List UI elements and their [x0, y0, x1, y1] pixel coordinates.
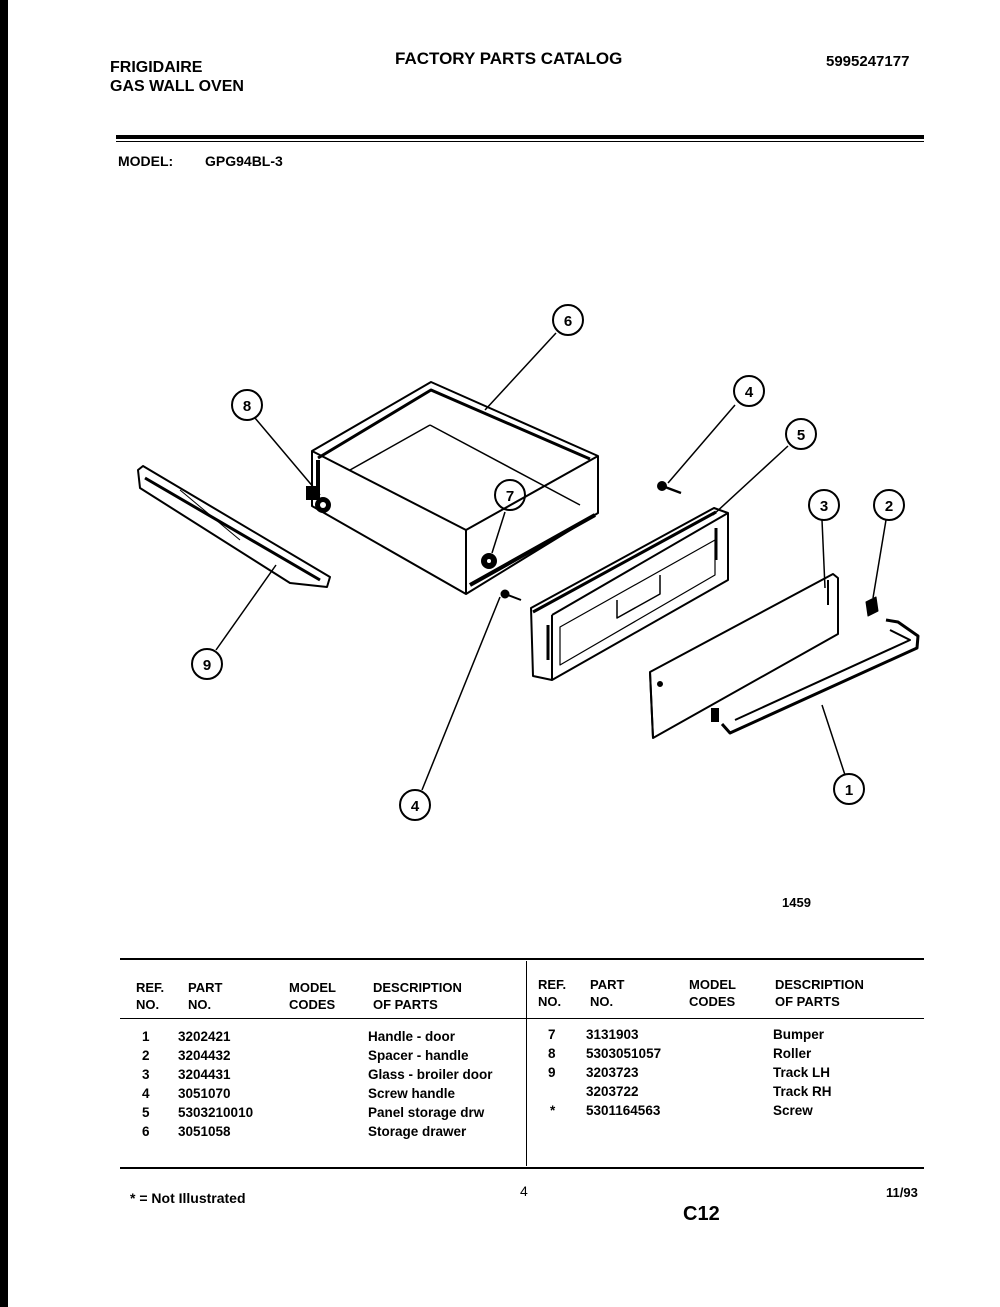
figure-number: 1459: [782, 895, 811, 910]
callout-8: 8: [242, 398, 252, 415]
header-desc-left: DESCRIPTION OF PARTS: [373, 980, 462, 1012]
product-name: GAS WALL OVEN: [110, 78, 244, 95]
ref-cell: 3: [142, 1067, 150, 1082]
header-ref-right: REF. NO.: [538, 977, 567, 1009]
model-value: GPG94BL-3: [205, 153, 283, 169]
ref-cell: 4: [142, 1086, 150, 1101]
header-part-right: PART NO.: [590, 977, 625, 1009]
glass-drawing: [650, 574, 838, 738]
ref-cell: 9: [548, 1065, 556, 1080]
bumper-drawing: [482, 554, 496, 568]
header-model-right: MODEL CODES: [689, 977, 736, 1009]
table-divider: [526, 961, 527, 1166]
part-cell: 3051070: [178, 1086, 231, 1101]
part-cell: 3131903: [586, 1027, 639, 1042]
desc-cell: Storage drawer: [368, 1124, 467, 1139]
desc-cell: Screw handle: [368, 1086, 456, 1101]
part-cell: 3204431: [178, 1067, 231, 1082]
part-cell: 3051058: [178, 1124, 231, 1139]
part-cell: 3202421: [178, 1029, 231, 1044]
table-top-rule: [120, 958, 924, 960]
callout-1: 1: [844, 782, 854, 799]
storage-drawer-drawing: [312, 382, 598, 594]
leader-lines: [216, 333, 886, 790]
page-number: 4: [520, 1183, 528, 1199]
header-part-left: PART NO.: [188, 980, 223, 1012]
table-header-rule: [120, 1018, 924, 1019]
callout-6-top: 6: [563, 313, 573, 330]
model-label: MODEL:: [118, 153, 174, 169]
brand-name: FRIGIDAIRE: [110, 59, 203, 76]
callout-4-top: 4: [744, 384, 754, 401]
header-ref-left: REF. NO.: [136, 980, 165, 1012]
desc-cell: Bumper: [773, 1027, 825, 1042]
spacer-drawing: [866, 597, 878, 616]
desc-cell: Screw: [773, 1103, 813, 1118]
callout-4-bottom: 4: [410, 798, 420, 815]
part-cell: 5303051057: [586, 1046, 662, 1061]
header-model-left: MODEL CODES: [289, 980, 336, 1012]
catalog-number: 5995247177: [826, 53, 910, 70]
callout-7: 7: [505, 488, 515, 505]
callout-circles: [192, 305, 904, 820]
track-drawing: [138, 466, 330, 587]
footnote-not-illustrated: * = Not Illustrated: [130, 1190, 246, 1206]
ref-cell: 1: [142, 1029, 150, 1044]
desc-cell: Track LH: [773, 1065, 831, 1080]
callout-3: 3: [819, 498, 829, 515]
ref-cell: *: [550, 1103, 556, 1118]
catalog-title: FACTORY PARTS CATALOG: [395, 49, 623, 68]
callout-2: 2: [884, 498, 894, 515]
callout-9: 9: [202, 657, 212, 674]
part-cell: 5301164563: [586, 1103, 661, 1118]
part-cell: 5303210010: [178, 1105, 254, 1120]
desc-cell: Handle - door: [368, 1029, 455, 1044]
part-cell: 3203722: [586, 1084, 639, 1099]
ref-cell: 6: [142, 1124, 150, 1139]
callout-5: 5: [796, 427, 806, 444]
desc-cell: Panel storage drw: [368, 1105, 485, 1120]
handle-drawing: [711, 620, 918, 733]
desc-cell: Roller: [773, 1046, 812, 1061]
ref-cell: 2: [142, 1048, 150, 1063]
part-cell: 3204432: [178, 1048, 231, 1063]
ref-cell: 7: [548, 1027, 556, 1042]
ref-cell: 8: [548, 1046, 556, 1061]
header-desc-right: DESCRIPTION OF PARTS: [775, 977, 864, 1009]
part-cell: 3203723: [586, 1065, 639, 1080]
table-bottom-rule: [120, 1167, 924, 1169]
ref-cell: 5: [142, 1105, 150, 1120]
desc-cell: Track RH: [773, 1084, 832, 1099]
desc-cell: Spacer - handle: [368, 1048, 469, 1063]
desc-cell: Glass - broiler door: [368, 1067, 493, 1082]
revision-date: 11/93: [886, 1185, 918, 1200]
section-code: C12: [683, 1203, 720, 1225]
